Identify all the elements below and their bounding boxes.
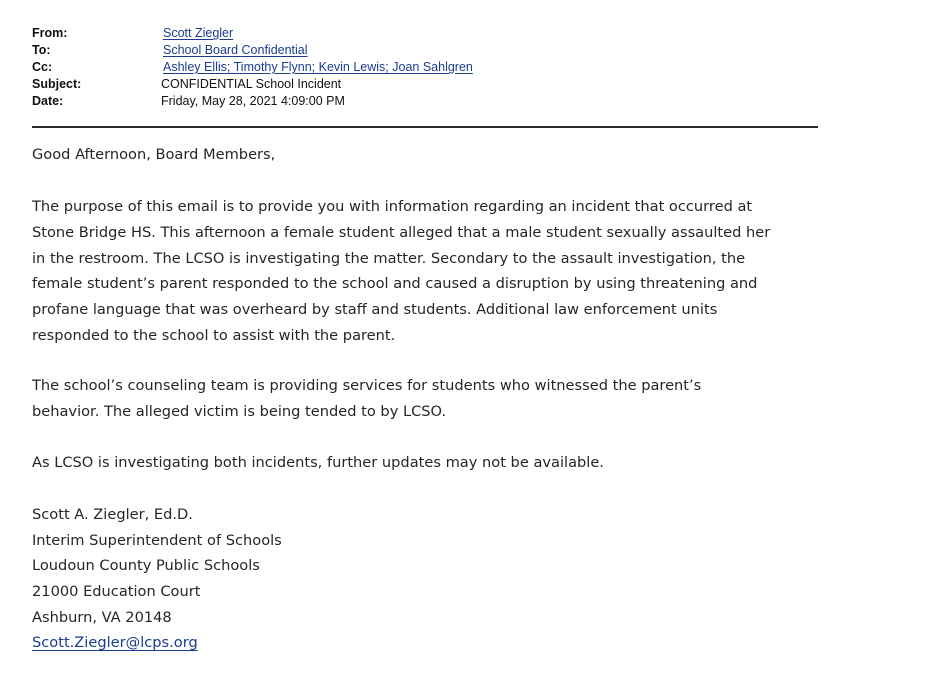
from-row (32, 26, 832, 43)
paragraph-line: Stone Bridge HS. This afternoon a female student alleged that a male student sexually assaulted her (32, 223, 771, 241)
paragraph-line: The purpose of this email is to provide you with information regarding an incident that occurred at (32, 198, 753, 215)
cc-label: Cc: (32, 60, 53, 74)
date-label: Date: (32, 94, 64, 108)
date-value: Friday, May 28, 2021 4:09:00 PM (161, 94, 345, 108)
signature-title: Interim Superintendent of Schools (32, 531, 282, 549)
cc-row (32, 60, 832, 77)
signature-email-link[interactable]: Scott.Ziegler@lcps.org (32, 634, 198, 652)
paragraph-incident (32, 194, 832, 349)
subject-label: Subject: (32, 77, 82, 91)
paragraph-updates (32, 450, 832, 476)
paragraph-line: profane language that was overheard by staff and students. Additional law enforcement units (32, 301, 718, 319)
signature-street: 21000 Education Court (32, 582, 201, 600)
header-divider (32, 126, 818, 128)
paragraph-line: in the restroom. The LCSO is investigating the matter. Secondary to the assault investigation, the (32, 249, 746, 267)
to-link[interactable]: School Board Confidential (163, 43, 308, 57)
signature-block (32, 502, 832, 656)
subject-row (32, 77, 832, 94)
email-header (32, 26, 832, 111)
signature-name: Scott A. Ziegler, Ed.D. (32, 506, 193, 524)
paragraph-counseling (32, 373, 832, 425)
to-row (32, 43, 832, 60)
paragraph-line: As LCSO is investigating both incidents, further updates may not be available. (32, 454, 604, 472)
paragraph-line: responded to the school to assist with the parent. (32, 326, 396, 344)
paragraph-line: The school’s counseling team is providing services for students who witnessed the parent’s (32, 376, 702, 394)
from-label: From: (32, 26, 68, 40)
greeting: Good Afternoon, Board Members, (32, 146, 276, 163)
date-row (32, 94, 832, 111)
signature-city: Ashburn, VA 20148 (32, 608, 172, 626)
signature-organization: Loudoun County Public Schools (32, 557, 260, 575)
paragraph-line: behavior. The alleged victim is being tended to by LCSO. (32, 402, 447, 420)
subject-value: CONFIDENTIAL School Incident (161, 77, 342, 91)
from-link[interactable]: Scott Ziegler (163, 26, 234, 40)
paragraph-line: female student’s parent responded to the school and caused a disruption by using threatening and (32, 275, 758, 293)
to-label: To: (32, 43, 51, 57)
cc-link[interactable]: Ashley Ellis; Timothy Flynn; Kevin Lewis; Joan Sahlgren (163, 60, 473, 74)
email-body (32, 142, 832, 656)
